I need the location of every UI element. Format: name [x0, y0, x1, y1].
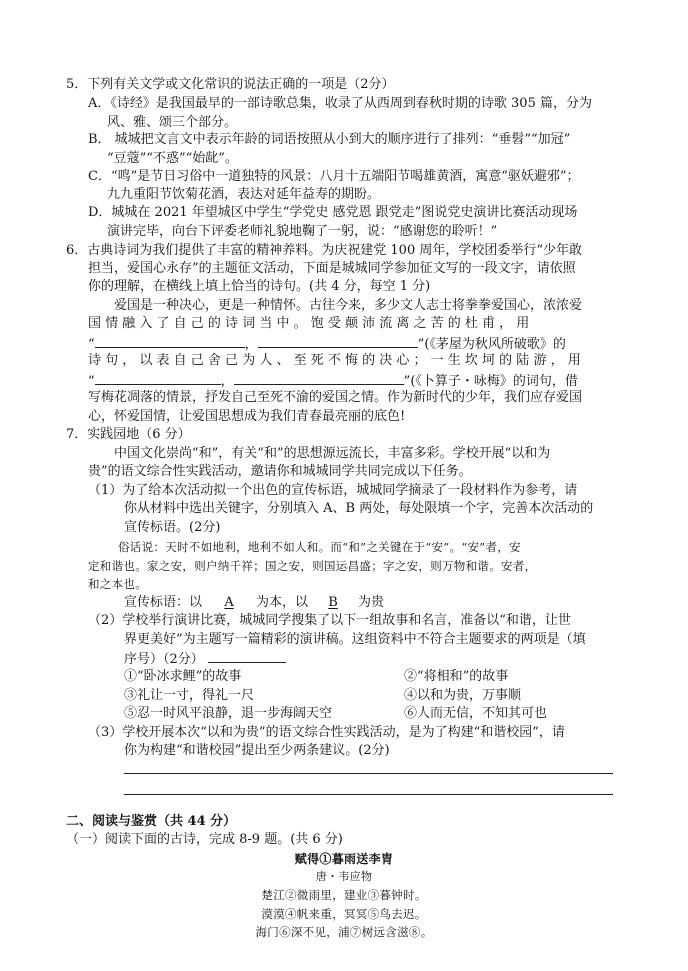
q6-passage-line2: 国 情 融 入 了 自 己 的 诗 词 当 中 。 饱 受 颠 沛 流 离 之 苦 的 杜 甫 ， 用 — [88, 316, 530, 331]
poem-blank-2[interactable] — [258, 333, 418, 348]
q5-option-a-line2: 风、雅、颂三个部分。 — [107, 115, 238, 130]
poem-line-2: 漠漠④帆来重，冥冥⑤鸟去迟。 — [261, 907, 427, 921]
option-4: ④以和为贵，万事顺 — [404, 688, 522, 703]
q6-passage-line7: 心，怀爱国情，让爱国思想成为我们青春最亮丽的底色! — [88, 409, 406, 424]
q7-sub3-line1: （3）学校开展本次“以和为贵”的语文综合性实践活动，是为了构建“和谐校园”，请 — [88, 725, 565, 740]
q6-stem-line2: 担当，爱国心永存”的主题征文活动，下面是城城同学参加征文写的一段文字，请依照 — [88, 261, 576, 276]
q7-sub2-line1: （2）学校举行演讲比赛，城城同学搜集了以下一组故事和名言，准备以“和谐，让世 — [88, 613, 571, 628]
section2-heading: 二、阅读与鉴赏（共 44 分） — [66, 814, 237, 829]
q7-title: 7．实践园地（6 分） — [66, 427, 191, 442]
option-1: ①“卧冰求鲤”的故事 — [124, 669, 242, 684]
section2-subheading: （一）阅读下面的古诗，完成 8-9 题。(共 6 分) — [66, 832, 343, 847]
q5-option-d-line1: D．城城在 2021 年望城区中学生“学党史 感党恩 跟党走”图说党史演讲比赛活动现场 — [88, 205, 578, 220]
q5-option-a-line1: A．《诗经》是我国最早的一部诗歌总集，收录了从西周到春秋时期的诗歌 305 篇，分为 — [88, 96, 592, 111]
slogan-middle: 为本，以 — [256, 595, 309, 610]
slogan-suffix: 为贵 — [358, 595, 385, 610]
answer-blank-q7-2[interactable] — [208, 648, 286, 663]
option-3: ③礼让一寸，得礼一尺 — [124, 688, 255, 703]
slogan-blank-a[interactable]: A — [224, 595, 234, 610]
q7-quote-line3: 和之本也。 — [88, 577, 147, 591]
q7-sub1-line1: （1）为了给本次活动拟一个出色的宣传标语，城城同学摘录了一段材料作为参考，请 — [88, 483, 578, 498]
open-quote: “ — [88, 337, 95, 352]
q7-quote-line2: 定和谐也。家之安，则户纳千祥；国之安，则国运昌盛；字之安，则万物和谐。安者， — [88, 559, 537, 573]
q5-option-c-line2: 九九重阳节饮菊花酒，表达对延年益寿的期盼。 — [107, 187, 381, 202]
q7-quote-line1: 俗话说：天时不如地利，地利不如人和。而“和”之关键在于“安”。“安”者，安 — [118, 540, 521, 554]
slogan-prefix: 宣传标语：以 — [124, 595, 203, 610]
q7-sub1-line2: 你从材料中选出关键字，分别填入 A、B 两处，每处限填一个字，完善本次活动的 — [124, 501, 594, 516]
poem-blank-4[interactable] — [234, 370, 404, 385]
q7-sub1-line3: 宣传标语。(2分) — [124, 520, 221, 535]
q5-option-b-line2: “豆蔻”“不惑”“始龀”。 — [107, 151, 238, 166]
q6-stem-line1: 6．古典诗词为我们提供了丰富的精神养料。为庆祝建党 100 周年，学校团委举行“少年敢 — [66, 243, 582, 258]
poem-line-3: 海门⑥深不见，浦⑦树远含滋⑧。 — [255, 925, 433, 939]
q7-sub2-line2: 界更美好”为主题写一篇精彩的演讲稿。这组资料中不符合主题要求的两项是（填 — [124, 632, 586, 647]
blank-comma-2: ， — [220, 374, 234, 389]
q7-slogan — [124, 593, 384, 613]
option-6: ⑥人而无信，不知其可也 — [404, 706, 548, 721]
q6-passage-line1: 爱国是一种决心，更是一种情怀。古往今来，多少文人志士将拳拳爱国心，浓浓爱 — [114, 298, 583, 313]
q5-stem: 5．下列有关文学或文化常识的说法正确的一项是（2分） — [66, 77, 395, 92]
q6-passage-line4: 诗 句 ， 以 表 自 己 舍 己 为 人 、 至 死 不 悔 的 决 心 ； 一 生 坎 坷 的 陆 游 ， 用 — [88, 353, 581, 368]
q7-sub2-label: 序号）（2分） — [124, 652, 204, 667]
q6-source-1: ”(《茅屋为秋风所破歌》的 — [417, 337, 566, 352]
q5-option-c-line1: C．“鸣”是节日习俗中一道独特的风景：八月十五端阳节喝雄黄酒，寓意“驱妖避邪”； — [88, 169, 580, 184]
poem-title: 赋得①暮雨送李胄 — [294, 852, 394, 866]
blank-comma: ， — [244, 337, 258, 352]
slogan-blank-b[interactable]: B — [328, 595, 338, 610]
answer-line-2[interactable] — [124, 794, 613, 795]
poem-blank-3[interactable] — [95, 370, 221, 385]
option-2: ②“将相和”的故事 — [404, 669, 509, 684]
q6-passage-line6: 写梅花凋落的情景，抒发自己至死不渝的爱国之情。作为新时代的少年，我们应存爱国 — [88, 390, 583, 405]
q7-intro-line1: 中国文化崇尚“和”，有关“和”的思想源远流长，丰富多彩。学校开展“以和为 — [114, 446, 551, 461]
q7-intro-line2: 贵”的语文综合性实践活动，邀请你和城城同学共同完成以下任务。 — [88, 464, 472, 479]
option-5: ⑤忍一时风平浪静，退一步海阔天空 — [124, 706, 333, 721]
q5-option-b-line1: B． 城城把文言文中表示年龄的词语按照从小到大的顺序进行了排列：“垂髫”“加冠” — [88, 132, 571, 147]
open-quote-2: “ — [88, 374, 95, 389]
answer-line-1[interactable] — [124, 773, 613, 774]
q5-option-d-line2: 演讲完毕，向台下评委老师礼貌地鞠了一躬，说：“感谢您的聆听！” — [107, 224, 498, 239]
q7-sub3-line2: 你为构建“和谐校园”提出至少两条建议。(2分) — [124, 743, 390, 758]
q6-stem-line3: 你的理解，在横线上填上恰当的诗句。(共 4 分，每空 1 分) — [88, 279, 431, 294]
q6-source-2: ”(《卜算子・咏梅》的词句，借 — [403, 374, 578, 389]
poem-line-1: 楚江②微雨里，建业③暮钟时。 — [261, 888, 427, 902]
poem-blank-1[interactable] — [95, 333, 245, 348]
poem-author: 唐・韦应物 — [315, 870, 373, 883]
